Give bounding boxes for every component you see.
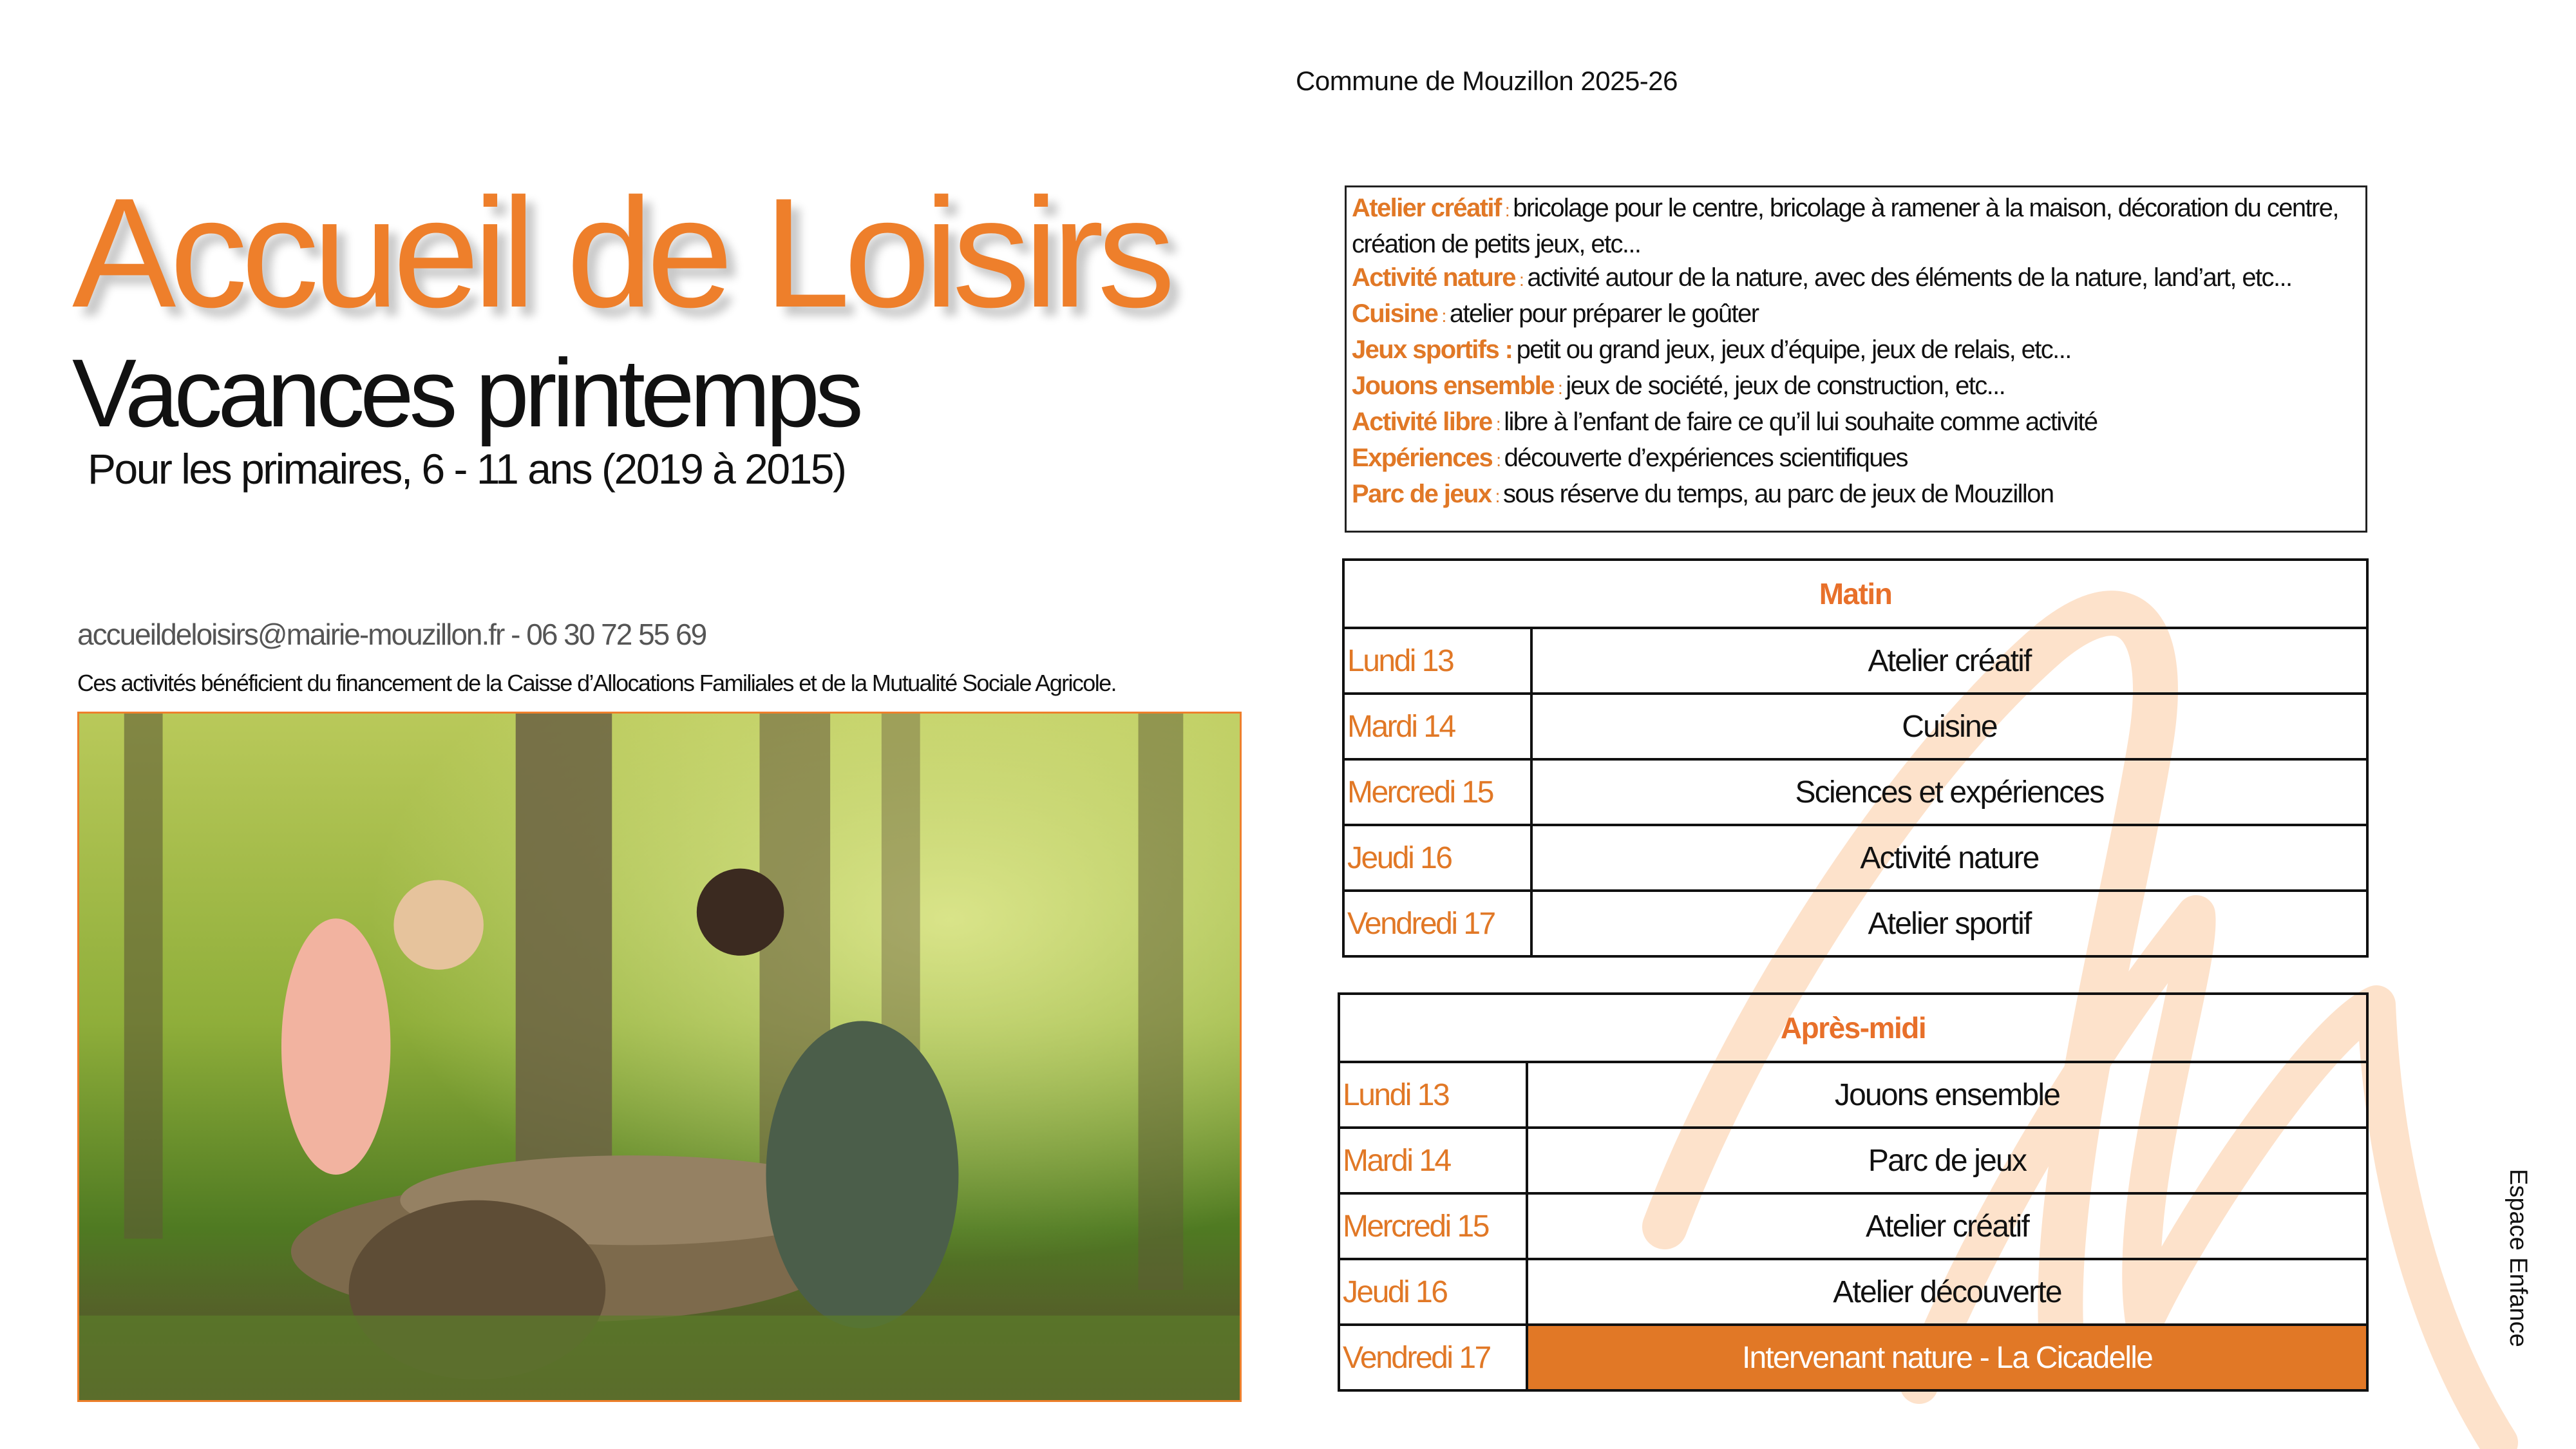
day-cell: Vendredi 17 (1339, 1325, 1527, 1390)
commune-header: Commune de Mouzillon 2025-26 (1296, 66, 1678, 96)
activity-cell: Atelier découverte (1527, 1259, 2367, 1325)
page-subtitle: Vacances printemps (72, 339, 859, 447)
legend-item: Atelier créatif : bricolage pour le centre, bricolage à ramener à la maison, décoration du centre, création de petits jeux, etc... (1352, 194, 2338, 258)
table-row (1343, 694, 2367, 759)
legend-item: Activité nature : activité autour de la nature, avec des éléments de la nature, land’art, etc... (1352, 263, 2292, 292)
espace-enfance-label: Espace Enfance (2505, 1169, 2532, 1347)
photo-children-forest (77, 712, 1242, 1402)
afternoon-header: Après-midi (1339, 994, 2367, 1062)
day-cell: Vendredi 17 (1343, 891, 1531, 956)
table-row (1343, 759, 2367, 825)
table-row (1343, 628, 2367, 694)
activity-cell-highlighted: Intervenant nature - La Cicadelle (1527, 1325, 2367, 1390)
day-cell: Mardi 14 (1339, 1128, 1527, 1193)
morning-header: Matin (1343, 560, 2367, 628)
afternoon-schedule-table (1338, 992, 2369, 1392)
table-row (1339, 1128, 2367, 1193)
morning-schedule-table (1342, 558, 2369, 958)
day-cell: Mardi 14 (1343, 694, 1531, 759)
table-row (1343, 825, 2367, 891)
activity-cell: Atelier sportif (1531, 891, 2367, 956)
day-cell: Mercredi 15 (1339, 1193, 1527, 1259)
table-row-highlighted (1339, 1325, 2367, 1390)
day-cell: Lundi 13 (1339, 1062, 1527, 1128)
day-cell: Lundi 13 (1343, 628, 1531, 694)
page-title: Accueil de Loisirs (72, 166, 1170, 340)
day-cell: Jeudi 16 (1343, 825, 1531, 891)
activity-cell: Parc de jeux (1527, 1128, 2367, 1193)
day-cell: Jeudi 16 (1339, 1259, 1527, 1325)
activity-cell: Activité nature (1531, 825, 2367, 891)
table-row (1339, 1062, 2367, 1128)
activity-legend (1345, 185, 2367, 533)
activity-cell: Sciences et expériences (1531, 759, 2367, 825)
legend-item: Activité libre : libre à l’enfant de faire ce qu’il lui souhaite comme activité (1352, 408, 2098, 436)
activity-cell: Cuisine (1531, 694, 2367, 759)
legend-item: Cuisine : atelier pour préparer le goûter (1352, 299, 1759, 328)
activity-cell: Atelier créatif (1531, 628, 2367, 694)
day-cell: Mercredi 15 (1343, 759, 1531, 825)
audience-text: Pour les primaires, 6 - 11 ans (2019 à 2015) (88, 445, 846, 493)
table-row (1343, 891, 2367, 956)
legend-item: Expériences : découverte d’expériences scientifiques (1352, 444, 1908, 472)
legend-item: Parc de jeux : sous réserve du temps, au parc de jeux de Mouzillon (1352, 480, 2054, 508)
table-row (1339, 1193, 2367, 1259)
activity-cell: Jouons ensemble (1527, 1062, 2367, 1128)
legend-item: Jouons ensemble : jeux de société, jeux de construction, etc... (1352, 372, 2005, 400)
legend-item: Jeux sportifs : petit ou grand jeux, jeux d’équipe, jeux de relais, etc... (1352, 336, 2071, 364)
activity-cell: Atelier créatif (1527, 1193, 2367, 1259)
table-row (1339, 1259, 2367, 1325)
contact-email-phone[interactable]: accueildeloisirs@mairie-mouzillon.fr - 06 30 72 55 69 (77, 618, 706, 651)
funding-notice: Ces activités bénéficient du financement de la Caisse d’Allocations Familiales et de la Mutualité Sociale Agricole. (77, 670, 1116, 696)
